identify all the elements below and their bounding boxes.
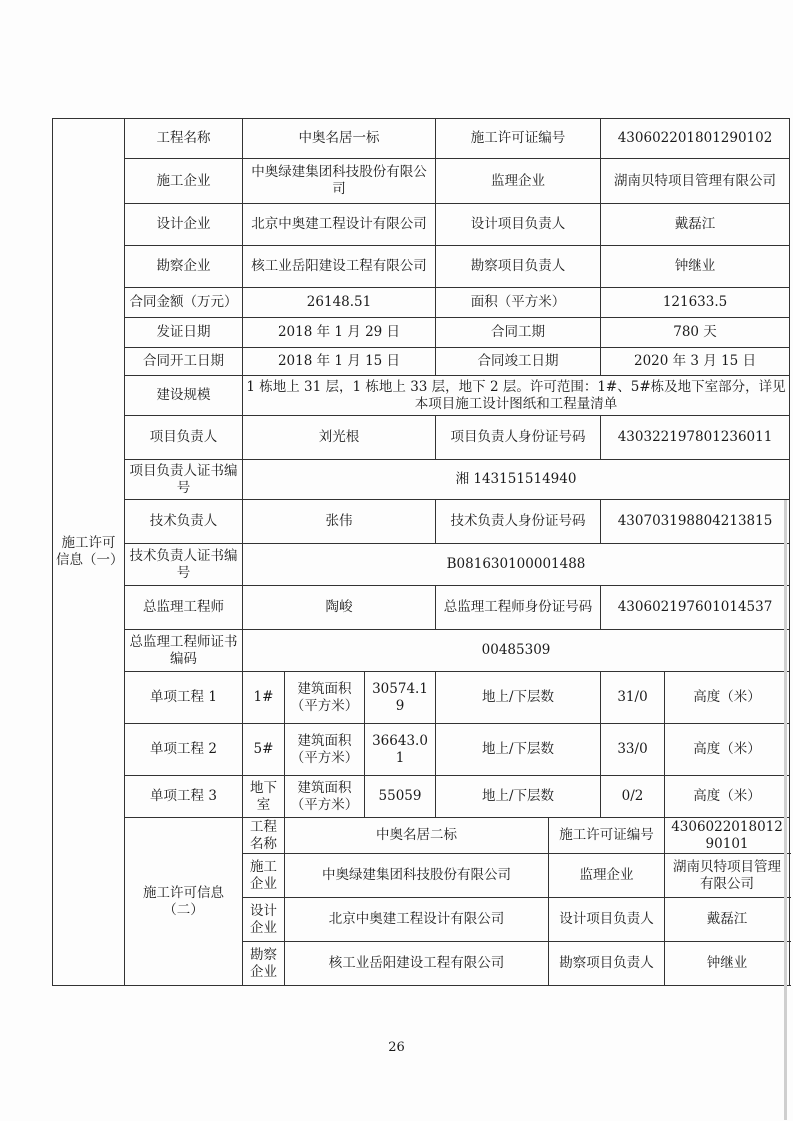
label-cell: 合同金额（万元） (125, 288, 243, 318)
value-cell: 2020 年 3 月 15 日 (601, 348, 790, 376)
value-cell: 430322197801236011 (601, 416, 790, 460)
table-row (53, 416, 790, 460)
value-cell: 钟继业 (601, 246, 790, 288)
table-row (53, 818, 790, 854)
value-cell: 1 栋地上 31 层，1 栋地上 33 层，地下 2 层。许可范围：1#、5#栋及地下室部分，详见本项目施工设计图纸和工程量清单 (243, 376, 790, 416)
value-cell: 北京中奥建工程设计有限公司 (285, 898, 549, 942)
value-cell: 26148.51 (243, 288, 436, 318)
label-cell: 施工企业 (243, 854, 285, 898)
value-cell: B081630100001488 (243, 544, 790, 586)
label-cell: 总监理工程师 (125, 586, 243, 630)
sub-project-height-label: 高度（米） (665, 724, 790, 776)
value-cell: 430602201801290101 (665, 818, 790, 854)
table-row (53, 204, 790, 246)
value-cell: 430602201801290102 (601, 119, 790, 159)
table-row (53, 672, 790, 724)
label-cell: 项目负责人 (125, 416, 243, 460)
value-cell: 2018 年 1 月 29 日 (243, 318, 436, 348)
sub-project-name: 单项工程 3 (125, 776, 243, 818)
label-cell: 勘察项目负责人 (549, 942, 665, 986)
label-cell: 施工许可证编号 (549, 818, 665, 854)
label-cell: 勘察项目负责人 (436, 246, 601, 288)
value-cell: 核工业岳阳建设工程有限公司 (243, 246, 436, 288)
sub-project-area-label: 建筑面积（平方米） (285, 724, 365, 776)
table-row (53, 724, 790, 776)
value-cell: 湖南贝特项目管理有限公司 (665, 854, 790, 898)
sub-project-height-label: 高度（米） (665, 672, 790, 724)
sub-project-building: 5# (243, 724, 285, 776)
sub-project-floors-label: 地上/下层数 (436, 724, 601, 776)
value-cell: 北京中奥建工程设计有限公司 (243, 204, 436, 246)
value-cell: 中奥名居一标 (243, 119, 436, 159)
label-cell: 合同竣工日期 (436, 348, 601, 376)
label-cell: 总监理工程师证书编码 (125, 630, 243, 672)
value-cell: 湘 143151514940 (243, 460, 790, 500)
value-cell: 湖南贝特项目管理有限公司 (601, 159, 790, 204)
label-cell: 工程名称 (243, 818, 285, 854)
value-cell: 张伟 (243, 500, 436, 544)
section-label: 施工许可信息（一） (53, 119, 125, 986)
sub-project-area-label: 建筑面积（平方米） (285, 776, 365, 818)
value-cell: 刘光根 (243, 416, 436, 460)
table-row (53, 318, 790, 348)
sub-project-height-label: 高度（米） (665, 776, 790, 818)
sub-project-area: 55059 (365, 776, 436, 818)
label-cell: 工程名称 (125, 119, 243, 159)
sub-project-area: 36643.01 (365, 724, 436, 776)
label-cell: 设计企业 (243, 898, 285, 942)
table-row (53, 119, 790, 159)
label-cell: 监理企业 (549, 854, 665, 898)
table-row (53, 500, 790, 544)
value-cell: 钟继业 (665, 942, 790, 986)
label-cell: 项目负责人身份证号码 (436, 416, 601, 460)
value-cell: 00485309 (243, 630, 790, 672)
table-row (53, 348, 790, 376)
label-cell: 设计项目负责人 (436, 204, 601, 246)
value-cell: 2018 年 1 月 15 日 (243, 348, 436, 376)
sub-project-building: 1# (243, 672, 285, 724)
table-row (53, 630, 790, 672)
label-cell: 技术负责人身份证号码 (436, 500, 601, 544)
value-cell: 中奥绿建集团科技股份有限公司 (243, 159, 436, 204)
value-cell: 戴磊江 (665, 898, 790, 942)
table-row (53, 586, 790, 630)
table-row (53, 376, 790, 416)
sub-project-area: 30574.19 (365, 672, 436, 724)
table-row (53, 776, 790, 818)
sub-project-floors-label: 地上/下层数 (436, 672, 601, 724)
sub-project-floors: 31/0 (601, 672, 665, 724)
value-cell: 中奥绿建集团科技股份有限公司 (285, 854, 549, 898)
section-label: 施工许可信息（二） (125, 818, 243, 986)
permit-table (52, 118, 790, 986)
label-cell: 勘察企业 (125, 246, 243, 288)
sub-project-name: 单项工程 2 (125, 724, 243, 776)
label-cell: 面积（平方米） (436, 288, 601, 318)
label-cell: 勘察企业 (243, 942, 285, 986)
value-cell: 中奥名居二标 (285, 818, 549, 854)
label-cell: 施工许可证编号 (436, 119, 601, 159)
value-cell: 陶峻 (243, 586, 436, 630)
value-cell: 430602197601014537 (601, 586, 790, 630)
label-cell: 总监理工程师身份证号码 (436, 586, 601, 630)
table-row (53, 159, 790, 204)
value-cell: 430703198804213815 (601, 500, 790, 544)
scan-edge-shadow (784, 500, 787, 1120)
label-cell: 技术负责人证书编号 (125, 544, 243, 586)
sub-project-floors: 33/0 (601, 724, 665, 776)
label-cell: 发证日期 (125, 318, 243, 348)
label-cell: 项目负责人证书编号 (125, 460, 243, 500)
label-cell: 施工企业 (125, 159, 243, 204)
label-cell: 建设规模 (125, 376, 243, 416)
label-cell: 合同开工日期 (125, 348, 243, 376)
sub-project-floors: 0/2 (601, 776, 665, 818)
table-row (53, 460, 790, 500)
sub-project-name: 单项工程 1 (125, 672, 243, 724)
value-cell: 121633.5 (601, 288, 790, 318)
value-cell: 戴磊江 (601, 204, 790, 246)
label-cell: 设计项目负责人 (549, 898, 665, 942)
table-row (53, 544, 790, 586)
page-number: 26 (388, 1040, 405, 1055)
value-cell: 核工业岳阳建设工程有限公司 (285, 942, 549, 986)
sub-project-floors-label: 地上/下层数 (436, 776, 601, 818)
label-cell: 监理企业 (436, 159, 601, 204)
sub-project-building: 地下室 (243, 776, 285, 818)
value-cell: 780 天 (601, 318, 790, 348)
table-row (53, 288, 790, 318)
sub-project-area-label: 建筑面积（平方米） (285, 672, 365, 724)
label-cell: 技术负责人 (125, 500, 243, 544)
label-cell: 合同工期 (436, 318, 601, 348)
label-cell: 设计企业 (125, 204, 243, 246)
table-row (53, 246, 790, 288)
